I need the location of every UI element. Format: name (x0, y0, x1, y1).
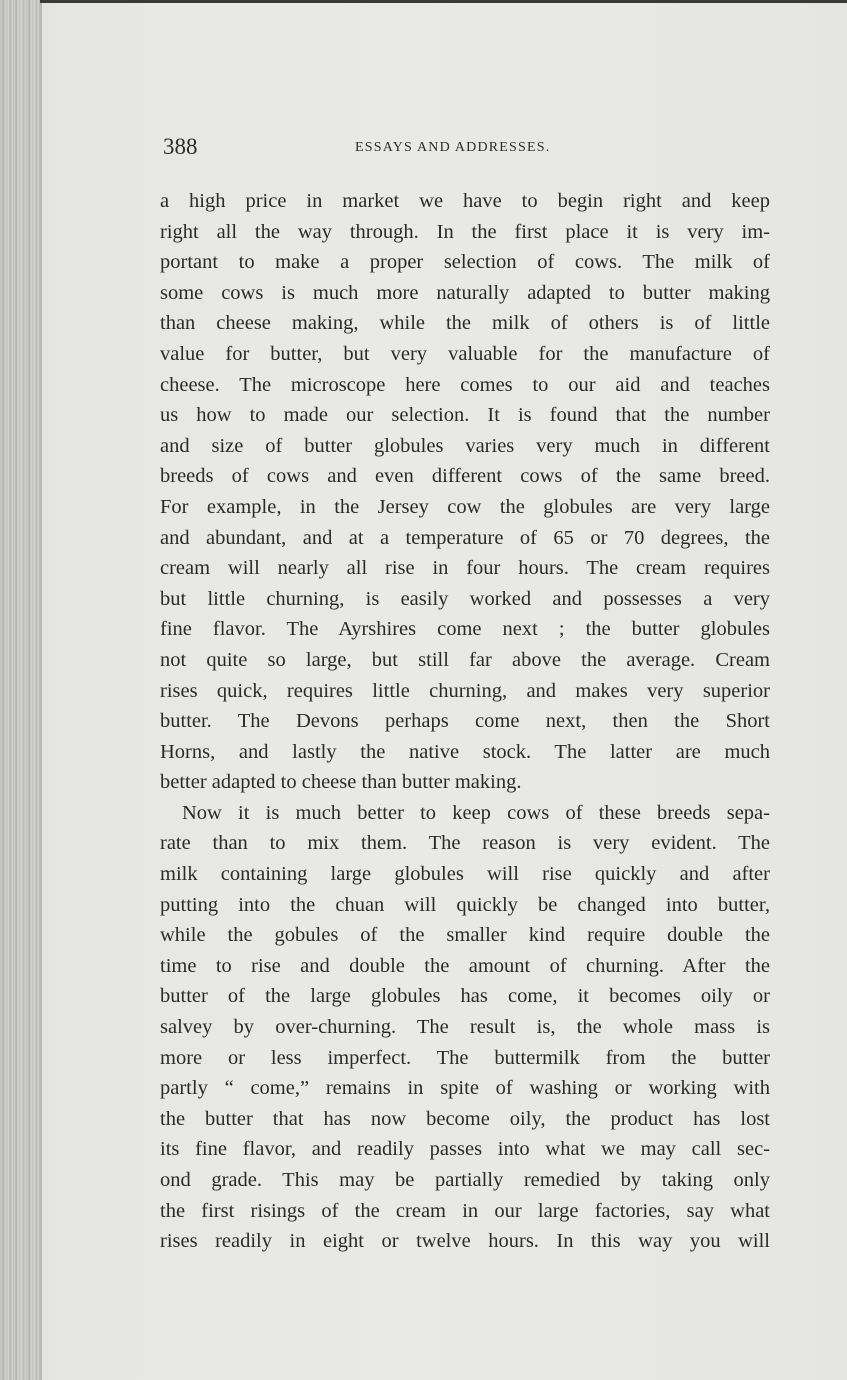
text-line: right all the way through. In the first place it is very im- (160, 220, 770, 243)
text-line: putting into the chuan will quickly be changed into butter, (160, 893, 770, 916)
text-line: and size of butter globules varies very much in different (160, 434, 770, 457)
book-binding-edge (0, 0, 40, 1380)
text-line: than cheese making, while the milk of others is of little (160, 312, 770, 335)
text-line: salvey by over-churning. The result is, the whole mass is (160, 1016, 770, 1039)
text-line: rate than to mix them. The reason is very evident. The (160, 832, 770, 855)
text-line: butter of the large globules has come, it becomes oily or (160, 985, 770, 1008)
page-number: 388 (163, 134, 198, 159)
text-line: fine flavor. The Ayrshires come next ; the butter globules (160, 618, 770, 641)
text-line: Horns, and lastly the native stock. The latter are much (160, 740, 770, 763)
paragraph-2 (160, 798, 770, 1257)
running-head: ESSAYS AND ADDRESSES. (355, 140, 551, 155)
text-line: us how to made our selection. It is found that the number (160, 404, 770, 427)
text-line: cheese. The microscope here comes to our aid and teaches (160, 373, 770, 396)
text-line: rises quick, requires little churning, and makes very superior (160, 679, 770, 702)
text-line: a high price in market we have to begin right and keep (160, 190, 770, 212)
text-line: ond grade. This may be partially remedied by taking only (160, 1169, 770, 1191)
text-line: time to rise and double the amount of churning. After the (160, 954, 770, 977)
paragraph-1 (160, 186, 770, 798)
text-line: cream will nearly all rise in four hours. The cream requires (160, 557, 770, 580)
text-line: portant to make a proper selection of cows. The milk of (160, 251, 770, 274)
text-line: the butter that has now become oily, the product has lost (160, 1107, 770, 1130)
text-line: breeds of cows and even different cows of the same breed. (160, 465, 770, 488)
text-line: partly “ come,” remains in spite of washing or working with (160, 1077, 770, 1100)
text-line: more or less imperfect. The buttermilk from the butter (160, 1046, 770, 1069)
text-line: rises readily in eight or twelve hours. In this way you will (160, 1230, 770, 1253)
text-line: but little churning, is easily worked and possesses a very (160, 587, 770, 610)
text-line: better adapted to cheese than butter making. (160, 771, 522, 794)
text-line: value for butter, but very valuable for the manufacture of (160, 342, 770, 365)
text-line: and abundant, and at a temperature of 65 or 70 degrees, the (160, 526, 770, 549)
text-line: some cows is much more naturally adapted to butter making (160, 281, 770, 304)
text-line: its fine flavor, and readily passes into what we may call sec- (160, 1138, 770, 1161)
text-line: while the gobules of the smaller kind require double the (160, 924, 770, 947)
text-line: the first risings of the cream in our large factories, say what (160, 1199, 770, 1222)
text-line: For example, in the Jersey cow the globules are very large (160, 495, 770, 518)
text-line: butter. The Devons perhaps come next, then the Short (160, 710, 770, 733)
text-line: not quite so large, but still far above the average. Cream (160, 648, 770, 671)
text-line: milk containing large globules will rise quickly and after (160, 863, 770, 886)
page-header (163, 128, 773, 168)
body-text (160, 186, 770, 1257)
text-line: Now it is much better to keep cows of these breeds sepa- (182, 801, 770, 824)
page-top-edge (40, 0, 847, 3)
